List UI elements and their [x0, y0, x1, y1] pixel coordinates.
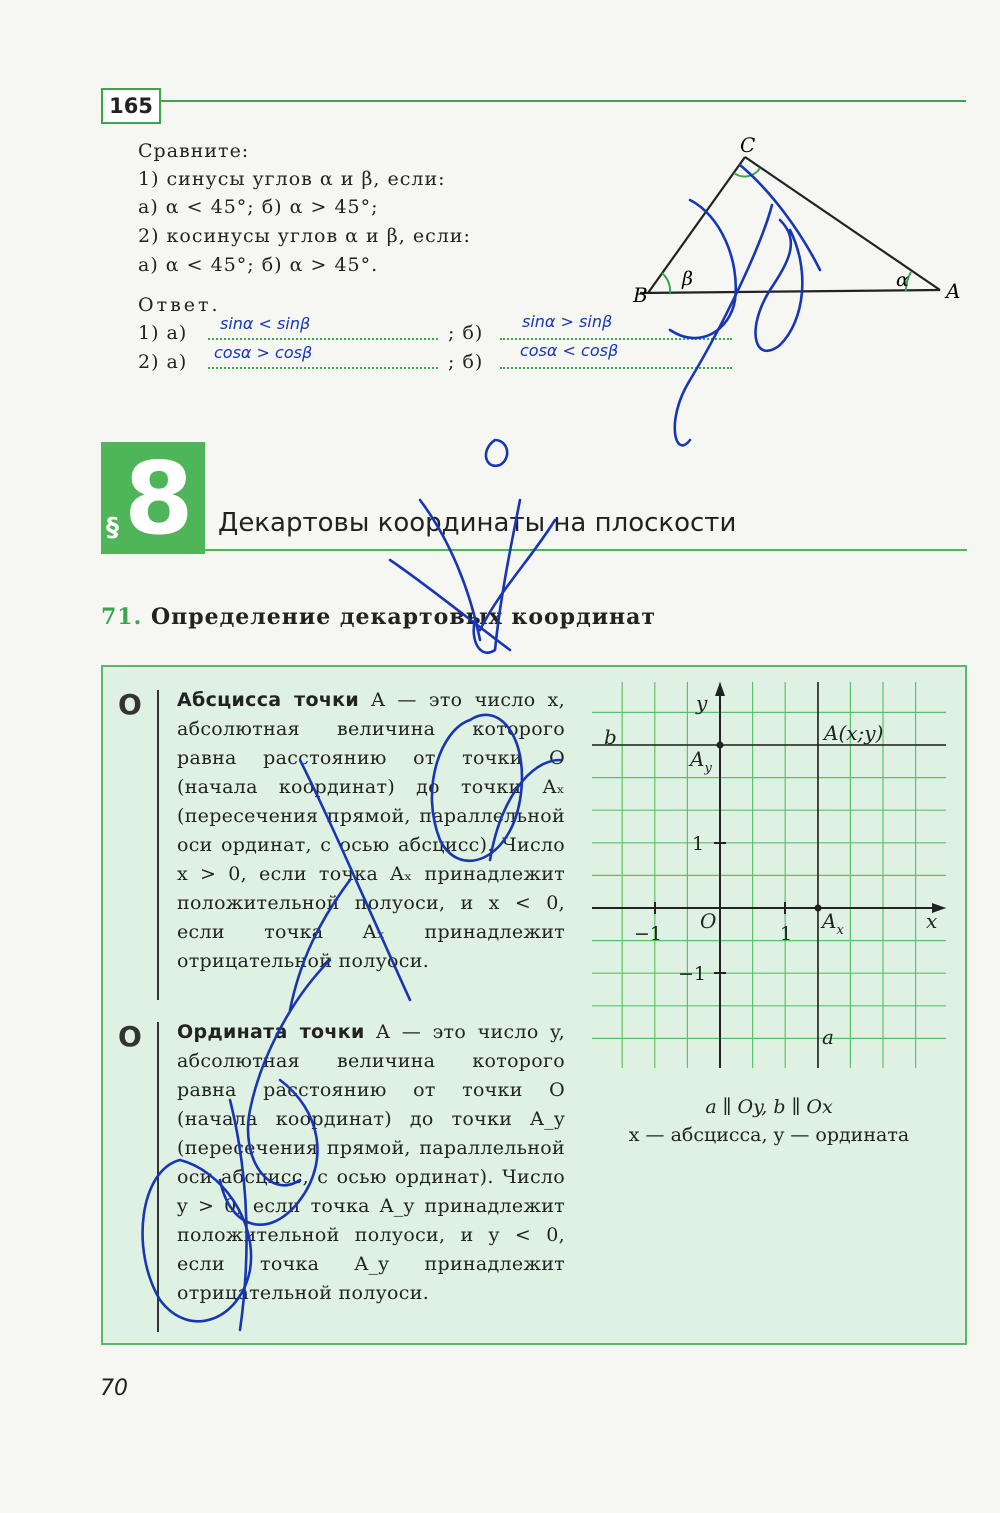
tick-label-y-1: 1 — [692, 833, 705, 855]
angle-beta-label: β — [682, 268, 693, 290]
definition-1-term: Абсцисса точки — [177, 689, 359, 711]
answer-1-prefix: 1) а) — [138, 322, 188, 344]
angle-c-arc — [734, 168, 760, 177]
ay-subscript: y — [704, 761, 712, 776]
definition-1 — [177, 686, 565, 976]
y-axis-label: y — [696, 691, 708, 715]
subsection-title: Определение декартовых координат — [150, 604, 657, 630]
tick-label-x-1: 1 — [780, 923, 793, 945]
answer-2-mid: ; б) — [448, 351, 484, 373]
x-axis-label: x — [926, 909, 938, 933]
triangle-side-ba — [640, 290, 940, 293]
section-number: 8 — [124, 440, 194, 557]
ax-letter: A — [822, 909, 837, 933]
angle-alpha-label: α — [896, 269, 909, 291]
answer-row-2 — [138, 351, 187, 373]
section-rule — [205, 549, 967, 551]
definition-1-bar — [157, 690, 159, 1000]
problem-line-3: а) α < 45°; б) α > 45°; — [138, 196, 379, 218]
origin-label: O — [700, 909, 717, 933]
point-a-label: A(x;y) — [824, 721, 884, 745]
definition-1-marker: О — [118, 688, 142, 721]
ax-subscript: x — [836, 923, 844, 938]
subsection-heading — [101, 604, 656, 630]
answer-2-prefix: 2) а) — [138, 351, 188, 373]
tick-label-x-minus-1: −1 — [634, 923, 663, 945]
graph-caption-2: x — абсцисса, y — ордината — [628, 1124, 910, 1146]
answer-row-1 — [138, 322, 187, 344]
coordinate-graph — [592, 682, 946, 1068]
line-a-label: a — [822, 1025, 834, 1049]
triangle-figure — [600, 130, 980, 320]
problem-number: 165 — [101, 88, 161, 124]
answer-2b-handwriting: cosα < cosβ — [520, 341, 619, 360]
ay-letter: A — [690, 747, 705, 771]
line-b-label: b — [604, 725, 617, 749]
answer-1a-field[interactable] — [208, 314, 438, 340]
vertex-a-label: A — [946, 279, 961, 303]
definition-2-text: A — это число y, абсолютная величина которого равна расстоянию от точки O (начала координат) до точки A_y (пересечения прямой, параллельной оси абсцисс, с осью ординат). Число y > 0, если точка A_y принадлежит положительной полуоси, и y < 0, если точка A_y принадлежит отрицательной полуоси. — [177, 1021, 565, 1304]
answer-2a-handwriting: cosα > cosβ — [214, 343, 313, 362]
triangle-side-ca — [745, 157, 940, 290]
tick-label-y-minus-1: −1 — [678, 963, 707, 985]
answer-1-mid: ; б) — [448, 322, 484, 344]
point-ay — [717, 742, 724, 749]
definition-2 — [177, 1018, 565, 1308]
vertex-c-label: C — [740, 133, 756, 157]
graph-caption-1: a ∥ Oy, b ∥ Ox — [705, 1096, 833, 1118]
definition-2-bar — [157, 1022, 159, 1332]
answer-2a-field[interactable] — [208, 343, 438, 369]
scribble-5 — [486, 440, 507, 466]
problem-line-2: 1) синусы углов α и β, если: — [138, 168, 446, 190]
definition-1-text: A — это число x, абсолютная величина которого равна расстоянию от точки O (начала координат) до точки Aₓ (пересечения прямой, параллельной оси ординат, с осью абсцисс). Число x > 0, если точка Aₓ принадлежит положительной полуоси, и x < 0, если точка Aₓ принадлежит отрицательной полуоси. — [177, 689, 565, 972]
problem-line-5: а) α < 45°; б) α > 45°. — [138, 254, 379, 276]
definition-2-term: Ордината точки — [177, 1021, 365, 1043]
subsection-number: 71. — [101, 604, 143, 630]
angle-beta-arc — [662, 273, 670, 293]
answer-1a-handwriting: sinα < sinβ — [220, 314, 311, 333]
problem-line-1: Сравните: — [138, 140, 250, 162]
point-ax — [815, 905, 822, 912]
answer-1b-handwriting: sinα > sinβ — [522, 312, 613, 331]
answer-label: Ответ. — [138, 294, 221, 316]
definition-2-marker: О — [118, 1020, 142, 1053]
problem-line-4: 2) косинусы углов α и β, если: — [138, 225, 471, 247]
answer-1b-field[interactable] — [500, 312, 732, 340]
page-number: 70 — [100, 1376, 128, 1401]
answer-2b-field[interactable] — [500, 341, 732, 369]
problem-rule — [161, 100, 966, 102]
section-sign: § — [106, 513, 119, 543]
section-title: Декартовы координаты на плоскости — [218, 508, 737, 538]
vertex-b-label: B — [633, 283, 648, 307]
